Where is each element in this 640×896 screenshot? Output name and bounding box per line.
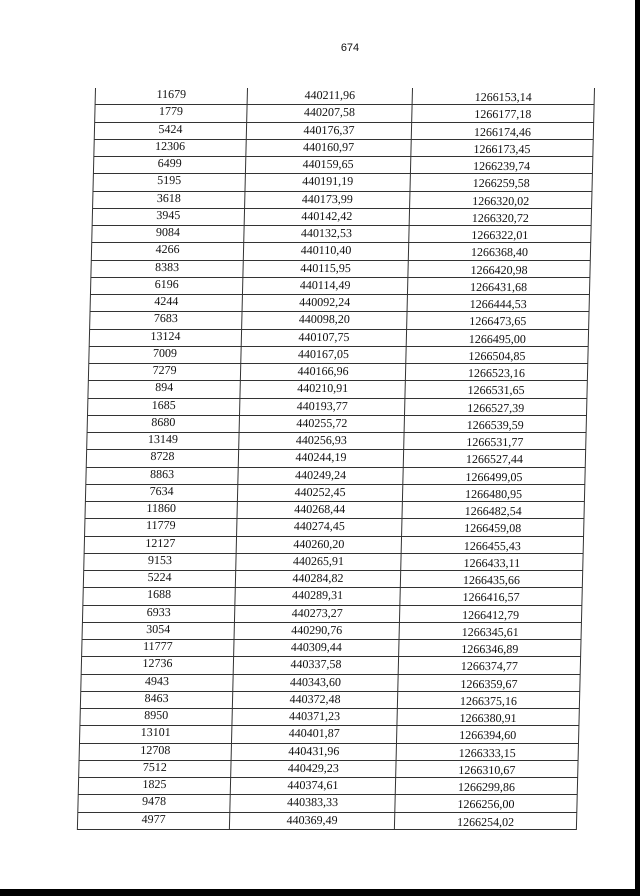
x-coordinate-cell: 440193,77: [239, 399, 404, 415]
x-coordinate-cell: 440369,49: [229, 813, 394, 829]
point-number-cell: 8863: [85, 468, 237, 484]
page-number: 674: [340, 42, 360, 54]
x-coordinate-cell: 440159,65: [245, 157, 410, 173]
point-number-cell: 3945: [92, 209, 244, 225]
x-coordinate-cell: 440110,40: [243, 243, 408, 259]
table-row: [83, 554, 583, 571]
table-row: [90, 261, 590, 278]
x-coordinate-cell: 440284,82: [235, 571, 400, 587]
y-coordinate-cell: 1266523,16: [405, 364, 588, 380]
table-row: [94, 105, 594, 122]
table-row: [79, 744, 579, 761]
point-number-cell: 1685: [87, 399, 239, 415]
x-coordinate-cell: 440401,87: [231, 726, 396, 742]
table-row: [90, 278, 590, 295]
table-row: [89, 330, 589, 347]
table-row: [79, 726, 579, 743]
point-number-cell: 7009: [88, 347, 240, 363]
y-coordinate-cell: 1266431,68: [407, 278, 590, 294]
table-row: [92, 174, 592, 191]
point-number-cell: 5224: [83, 571, 235, 587]
x-coordinate-cell: 440252,45: [237, 485, 402, 501]
table-row: [80, 675, 580, 692]
x-coordinate-cell: 440309,44: [233, 640, 398, 656]
x-coordinate-cell: 440244,19: [238, 450, 403, 466]
y-coordinate-cell: 1266459,08: [401, 519, 584, 535]
table-row: [82, 623, 582, 640]
y-coordinate-cell: 1266368,40: [408, 243, 591, 259]
point-number-cell: 6499: [93, 157, 245, 173]
y-coordinate-cell: 1266480,95: [402, 485, 585, 501]
y-coordinate-cell: 1266539,59: [404, 416, 587, 432]
table-row: [82, 606, 582, 623]
y-coordinate-cell: 1266254,02: [394, 813, 577, 829]
x-coordinate-cell: 440429,23: [230, 761, 395, 777]
x-coordinate-cell: 440114,49: [242, 278, 407, 294]
y-coordinate-cell: 1266177,18: [411, 105, 594, 121]
x-coordinate-cell: 440211,96: [247, 88, 412, 104]
y-coordinate-cell: 1266504,85: [405, 347, 588, 363]
table-row: [82, 588, 582, 605]
y-coordinate-cell: 1266455,43: [401, 537, 584, 553]
point-number-cell: 9478: [77, 795, 229, 811]
point-number-cell: 8383: [90, 261, 242, 277]
point-number-cell: 11779: [84, 519, 236, 535]
point-number-cell: 9153: [83, 554, 235, 570]
y-coordinate-cell: 1266433,11: [400, 554, 583, 570]
point-number-cell: 11777: [81, 640, 233, 656]
y-coordinate-cell: 1266420,98: [407, 261, 590, 277]
y-coordinate-cell: 1266394,60: [396, 726, 579, 742]
table-row: [89, 312, 589, 329]
point-number-cell: 12708: [79, 744, 231, 760]
point-number-cell: 8950: [79, 709, 231, 725]
table-row: [88, 347, 588, 364]
y-coordinate-cell: 1266435,66: [400, 571, 583, 587]
table-row: [87, 399, 587, 416]
point-number-cell: 894: [87, 381, 239, 397]
table-row: [85, 485, 585, 502]
table-row: [93, 157, 593, 174]
table-row: [87, 416, 587, 433]
table-row: [81, 657, 581, 674]
table-row: [92, 192, 592, 209]
x-coordinate-cell: 440289,31: [234, 588, 399, 604]
x-coordinate-cell: 440191,19: [244, 174, 409, 190]
point-number-cell: 4266: [91, 243, 243, 259]
point-number-cell: 3618: [92, 192, 244, 208]
point-number-cell: 12306: [93, 140, 245, 156]
x-coordinate-cell: 440274,45: [236, 519, 401, 535]
y-coordinate-cell: 1266320,72: [409, 209, 592, 225]
table-row: [81, 640, 581, 657]
y-coordinate-cell: 1266374,77: [398, 657, 581, 673]
table-row: [78, 761, 578, 778]
table-row: [84, 502, 584, 519]
x-coordinate-cell: 440160,97: [245, 140, 410, 156]
y-coordinate-cell: 1266495,00: [406, 330, 589, 346]
y-coordinate-cell: 1266416,57: [399, 588, 582, 604]
point-number-cell: 7683: [89, 312, 241, 328]
x-coordinate-cell: 440207,58: [246, 105, 411, 121]
point-number-cell: 7512: [78, 761, 230, 777]
table-row: [86, 450, 586, 467]
x-coordinate-cell: 440372,48: [232, 692, 397, 708]
scan-edge-right: [635, 0, 640, 896]
y-coordinate-cell: 1266380,91: [396, 709, 579, 725]
x-coordinate-cell: 440255,72: [239, 416, 404, 432]
y-coordinate-cell: 1266412,79: [399, 606, 582, 622]
coordinates-table: [77, 88, 595, 830]
x-coordinate-cell: 440249,24: [237, 468, 402, 484]
y-coordinate-cell: 1266531,65: [404, 381, 587, 397]
point-number-cell: 4244: [90, 295, 242, 311]
table-row: [91, 243, 591, 260]
y-coordinate-cell: 1266259,58: [409, 174, 592, 190]
point-number-cell: 7634: [85, 485, 237, 501]
point-number-cell: 8463: [80, 692, 232, 708]
x-coordinate-cell: 440173,99: [244, 192, 409, 208]
table-row: [86, 433, 586, 450]
y-coordinate-cell: 1266444,53: [407, 295, 590, 311]
x-coordinate-cell: 440107,75: [241, 330, 406, 346]
x-coordinate-cell: 440383,33: [229, 795, 394, 811]
y-coordinate-cell: 1266299,86: [395, 778, 578, 794]
x-coordinate-cell: 440343,60: [232, 675, 397, 691]
point-number-cell: 6933: [82, 606, 234, 622]
table-row: [77, 795, 577, 812]
y-coordinate-cell: 1266527,39: [404, 399, 587, 415]
x-coordinate-cell: 440092,24: [242, 295, 407, 311]
x-coordinate-cell: 440265,91: [235, 554, 400, 570]
table-row: [80, 692, 580, 709]
point-number-cell: 3054: [82, 623, 234, 639]
point-number-cell: 9084: [91, 226, 243, 242]
y-coordinate-cell: 1266174,46: [411, 123, 594, 139]
x-coordinate-cell: 440273,27: [234, 606, 399, 622]
point-number-cell: 7279: [88, 364, 240, 380]
point-number-cell: 4977: [77, 813, 229, 829]
point-number-cell: 13124: [89, 330, 241, 346]
y-coordinate-cell: 1266173,45: [410, 140, 593, 156]
x-coordinate-cell: 440431,96: [231, 744, 396, 760]
point-number-cell: 1825: [78, 778, 230, 794]
table-row: [91, 226, 591, 243]
point-number-cell: 13149: [86, 433, 238, 449]
scan-edge-bottom: [0, 889, 640, 896]
y-coordinate-cell: 1266482,54: [401, 502, 584, 518]
point-number-cell: 11679: [95, 88, 247, 104]
point-number-cell: 4943: [80, 675, 232, 691]
point-number-cell: 5195: [92, 174, 244, 190]
x-coordinate-cell: 440260,20: [236, 537, 401, 553]
point-number-cell: 8680: [87, 416, 239, 432]
table-row: [79, 709, 579, 726]
y-coordinate-cell: 1266239,74: [410, 157, 593, 173]
x-coordinate-cell: 440371,23: [231, 709, 396, 725]
x-coordinate-cell: 440176,37: [246, 123, 411, 139]
y-coordinate-cell: 1266320,02: [409, 192, 592, 208]
table-row: [95, 88, 595, 105]
x-coordinate-cell: 440166,96: [240, 364, 405, 380]
x-coordinate-cell: 440210,91: [239, 381, 404, 397]
y-coordinate-cell: 1266473,65: [406, 312, 589, 328]
x-coordinate-cell: 440374,61: [230, 778, 395, 794]
table-row: [85, 468, 585, 485]
table-row: [92, 209, 592, 226]
y-coordinate-cell: 1266322,01: [408, 226, 591, 242]
x-coordinate-cell: 440142,42: [244, 209, 409, 225]
point-number-cell: 13101: [79, 726, 231, 742]
table-row: [77, 813, 577, 830]
table-row: [84, 537, 584, 554]
x-coordinate-cell: 440115,95: [242, 261, 407, 277]
y-coordinate-cell: 1266333,15: [396, 744, 579, 760]
y-coordinate-cell: 1266256,00: [394, 795, 577, 811]
point-number-cell: 11860: [84, 502, 236, 518]
table-row: [88, 364, 588, 381]
table-row: [84, 519, 584, 536]
point-number-cell: 8728: [86, 450, 238, 466]
y-coordinate-cell: 1266359,67: [397, 675, 580, 691]
table-row: [93, 140, 593, 157]
table-row: [87, 381, 587, 398]
table-row: [90, 295, 590, 312]
y-coordinate-cell: 1266375,16: [397, 692, 580, 708]
y-coordinate-cell: 1266499,05: [402, 468, 585, 484]
y-coordinate-cell: 1266346,89: [398, 640, 581, 656]
point-number-cell: 5424: [94, 123, 246, 139]
point-number-cell: 6196: [90, 278, 242, 294]
y-coordinate-cell: 1266153,14: [412, 88, 595, 104]
y-coordinate-cell: 1266531,77: [403, 433, 586, 449]
point-number-cell: 1688: [82, 588, 234, 604]
table-row: [94, 123, 594, 140]
x-coordinate-cell: 440098,20: [241, 312, 406, 328]
x-coordinate-cell: 440167,05: [240, 347, 405, 363]
x-coordinate-cell: 440268,44: [236, 502, 401, 518]
x-coordinate-cell: 440256,93: [238, 433, 403, 449]
point-number-cell: 12736: [81, 657, 233, 673]
x-coordinate-cell: 440337,58: [233, 657, 398, 673]
y-coordinate-cell: 1266310,67: [395, 761, 578, 777]
x-coordinate-cell: 440290,76: [234, 623, 399, 639]
y-coordinate-cell: 1266527,44: [403, 450, 586, 466]
point-number-cell: 1779: [94, 105, 246, 121]
x-coordinate-cell: 440132,53: [243, 226, 408, 242]
point-number-cell: 12127: [84, 537, 236, 553]
y-coordinate-cell: 1266345,61: [399, 623, 582, 639]
table-row: [78, 778, 578, 795]
table-row: [83, 571, 583, 588]
